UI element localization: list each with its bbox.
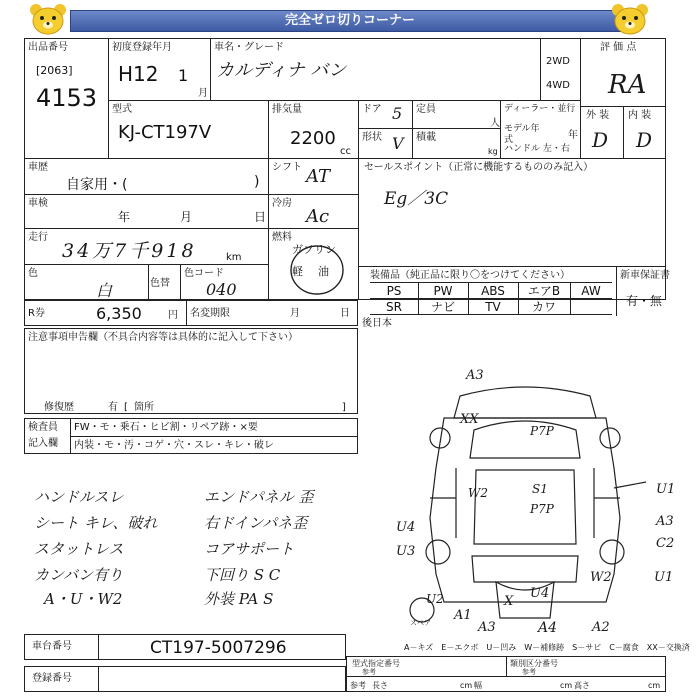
shift-value: AT <box>306 166 331 187</box>
first-registration-label: 初度登録年月 <box>112 42 172 53</box>
type-code-label: 型式指定番号 <box>352 659 400 668</box>
equip-sr: SR <box>386 300 402 314</box>
mark-p7p-2: P7P <box>530 502 554 516</box>
inspector-row1: FW・モ・乗石・ヒビ割・リペア跡・×要 <box>74 422 258 433</box>
chassis-label: 車台番号 <box>32 641 72 652</box>
exterior-value: D <box>592 128 609 152</box>
vehicle-name-label: 車名・グレード <box>214 42 284 53</box>
equip-aw: AW <box>581 284 601 298</box>
mark-u4-bottom: U4 <box>530 586 550 601</box>
note-left-2: シート キレ、破れ <box>34 514 158 532</box>
recycle-label: R券 <box>28 308 45 319</box>
color-code-value: 040 <box>206 280 237 299</box>
repair-label: 修復歴 <box>44 402 74 413</box>
mark-x: X <box>504 594 514 609</box>
mark-u3: U3 <box>396 544 416 559</box>
damage-legend: A－キズ E－エクボ U－凹み W－補修跡 S－サビ C－腐食 XX－交換済 <box>404 643 690 652</box>
score-value: RA <box>608 70 647 100</box>
note-right-2: 右ドインパネ歪 <box>204 514 308 532</box>
mark-a3-top: A3 <box>466 368 484 383</box>
length-cm: cm <box>460 681 473 690</box>
lot-number: 4153 <box>36 84 98 112</box>
history-value: 自家用・( <box>66 177 128 193</box>
first-registration-year: H12 <box>118 62 159 86</box>
equip-abs: ABS <box>481 284 505 298</box>
mark-a3-bottom: A3 <box>478 620 496 635</box>
mileage-label: 走行 <box>28 232 48 243</box>
month-unit: 月 <box>198 88 208 99</box>
interior-value: D <box>636 128 653 152</box>
history-close: ) <box>254 174 260 190</box>
dimension-ref: 参考 <box>350 681 366 690</box>
color-code-label: 色コード <box>184 268 224 279</box>
note-left-4: カンバン有り <box>34 566 123 584</box>
equip-tv: TV <box>485 300 501 314</box>
notes-label: 注意事項申告欄（不具合内容等は具体的に記入して下さい） <box>28 332 298 343</box>
mark-a3-right: A3 <box>656 514 674 529</box>
fuel-selection-circle <box>282 238 352 296</box>
note-left-3: スタットレス <box>34 540 124 558</box>
class-code-ref: 参考 <box>522 668 536 676</box>
equip-leather: カワ <box>531 300 556 314</box>
mileage-value: 34万7千918 <box>62 240 197 262</box>
mark-c2: C2 <box>656 536 675 551</box>
doors-label: ドア <box>362 104 382 115</box>
doors-value: 5 <box>392 104 403 123</box>
inspector-label-top: 検査員 <box>28 422 58 433</box>
deadline-label: 名変期限 <box>190 308 230 319</box>
ac-label: 冷房 <box>272 198 292 209</box>
mark-w2-left: W2 <box>468 486 488 500</box>
displacement-unit: cc <box>340 146 351 157</box>
note-right-4: 下回り S C <box>204 566 281 584</box>
equip-ps: PS <box>386 284 402 298</box>
mark-xx: XX <box>460 412 479 427</box>
diagram-rear-window <box>472 556 578 582</box>
color-label: 色 <box>28 268 38 279</box>
new-car-value: 有・無 <box>626 294 663 308</box>
inspection-year-unit: 年 <box>118 210 131 224</box>
equip-navi: ナビ <box>430 300 455 314</box>
note-left-5: A・U・W2 <box>44 590 123 608</box>
height-cm: cm <box>648 681 661 690</box>
mark-u1-right: U1 <box>654 570 674 585</box>
displacement-label: 排気量 <box>272 104 302 115</box>
shape-label: 形状 <box>362 132 382 143</box>
shift-label: シフト <box>272 162 302 173</box>
load-unit: kg <box>488 147 498 156</box>
capacity-unit: 人 <box>490 118 500 129</box>
score-label: 評 価 点 <box>600 42 637 53</box>
diagram-roof <box>474 470 576 544</box>
model-value: KJ-CT197V <box>118 122 212 143</box>
equipment-label: 装備品（純正品に限り〇をつけてください） <box>370 270 570 281</box>
equip-airbag: エアB <box>527 284 561 298</box>
note-right-3: コアサポート <box>204 540 295 558</box>
sales-points-value: Eg／3C <box>384 189 449 209</box>
fuel-diesel2: 油 <box>318 265 329 278</box>
mileage-unit: km <box>226 252 242 263</box>
model-label: 型式 <box>112 104 132 115</box>
fuel-diesel: 軽 <box>292 265 303 278</box>
first-registration-month: 1 <box>178 66 189 85</box>
repair-bracket: [ <box>124 402 128 413</box>
fuel-label: 燃料 <box>272 232 292 243</box>
model-year-unit: 年 <box>568 130 578 141</box>
lot-label: 出品番号 <box>28 42 68 53</box>
mark-u1: U1 <box>656 482 676 497</box>
new-car-label: 新車保証書 <box>620 270 670 281</box>
exterior-label: 外 装 <box>586 110 610 121</box>
mark-a2: A2 <box>592 620 610 635</box>
handle-label: ハンドル 左・右 <box>504 144 570 154</box>
car-damage-diagram <box>400 378 650 628</box>
interior-label: 内 装 <box>628 110 652 121</box>
recycle-unit: 円 <box>168 310 178 321</box>
note-left-1: ハンドルスレ <box>34 488 124 506</box>
registration-row <box>24 666 346 692</box>
color-value: 白 <box>96 281 113 300</box>
diagram-windshield <box>470 421 580 458</box>
mark-w2-right: W2 <box>590 570 612 585</box>
banner <box>70 10 630 32</box>
type-code-ref: 参考 <box>362 668 376 676</box>
note-right-1: エンドパネル 歪 <box>204 488 314 506</box>
drive-4wd: 4WD <box>546 80 570 91</box>
load-label: 積載 <box>416 132 436 143</box>
repair-close: ] <box>342 402 346 413</box>
inspector-label-bottom: 記入欄 <box>28 438 58 449</box>
diagram-wheel-rr <box>600 540 624 564</box>
note-right-5: 外装 PA S <box>204 590 274 608</box>
bear-mascot-icon <box>610 2 650 36</box>
recycle-value: 6,350 <box>96 304 142 323</box>
diagram-wheel-rl <box>426 540 450 564</box>
ac-value: Ac <box>306 206 330 227</box>
shape-value: V <box>392 134 404 153</box>
length-label: 長さ <box>372 681 388 690</box>
dealer-label: ディーラー・並行 <box>504 104 576 114</box>
history-label: 車歴 <box>28 162 48 173</box>
registration-label: 登録番号 <box>32 673 72 684</box>
mark-p7p: P7P <box>530 424 554 438</box>
inspection-month-unit: 月 <box>180 210 193 224</box>
bear-mascot-icon <box>28 2 68 36</box>
inspector-row2: 内装・モ・汚・コゲ・穴・スレ・キレ・破レ <box>74 440 274 451</box>
width-label: 幅 <box>474 681 482 690</box>
repair-unit: 箇所 <box>134 402 154 413</box>
mark-a4: A4 <box>538 620 558 636</box>
class-code-label: 類別区分番号 <box>510 659 558 668</box>
equip-pw: PW <box>433 284 453 298</box>
sales-points-label: セールスポイント（正常に機能するもののみ記入） <box>364 162 594 173</box>
chassis-value: CT197-5007296 <box>150 638 287 658</box>
deadline-day: 日 <box>340 308 350 319</box>
mark-spare: スペア <box>410 619 431 627</box>
banner-title: 完全ゼロ切りコーナー <box>284 13 415 28</box>
height-label: 高さ <box>574 681 590 690</box>
mark-u4-left: U4 <box>396 520 416 535</box>
repair-value: 有 <box>108 402 118 413</box>
inspection-label: 車検 <box>28 198 48 209</box>
color-change-label: 色替 <box>150 278 170 289</box>
model-year-label: モデル年式 <box>504 124 540 145</box>
displacement-value: 2200 <box>290 128 336 149</box>
mark-s1: S1 <box>532 482 548 496</box>
mark-a1: A1 <box>454 608 472 623</box>
lot-sub-code: [2063] <box>36 64 73 77</box>
inspection-day-unit: 日 <box>254 210 267 224</box>
capacity-label: 定員 <box>416 104 436 115</box>
drive-2wd: 2WD <box>546 56 570 67</box>
fuel-gasoline: ガソリン <box>292 243 336 256</box>
rear-seat-label: 後日本 <box>362 318 392 329</box>
deadline-month: 月 <box>290 308 300 319</box>
vehicle-name: カルディナ バン <box>216 60 347 81</box>
width-cm: cm <box>560 681 573 690</box>
mark-u2: U2 <box>426 592 444 606</box>
